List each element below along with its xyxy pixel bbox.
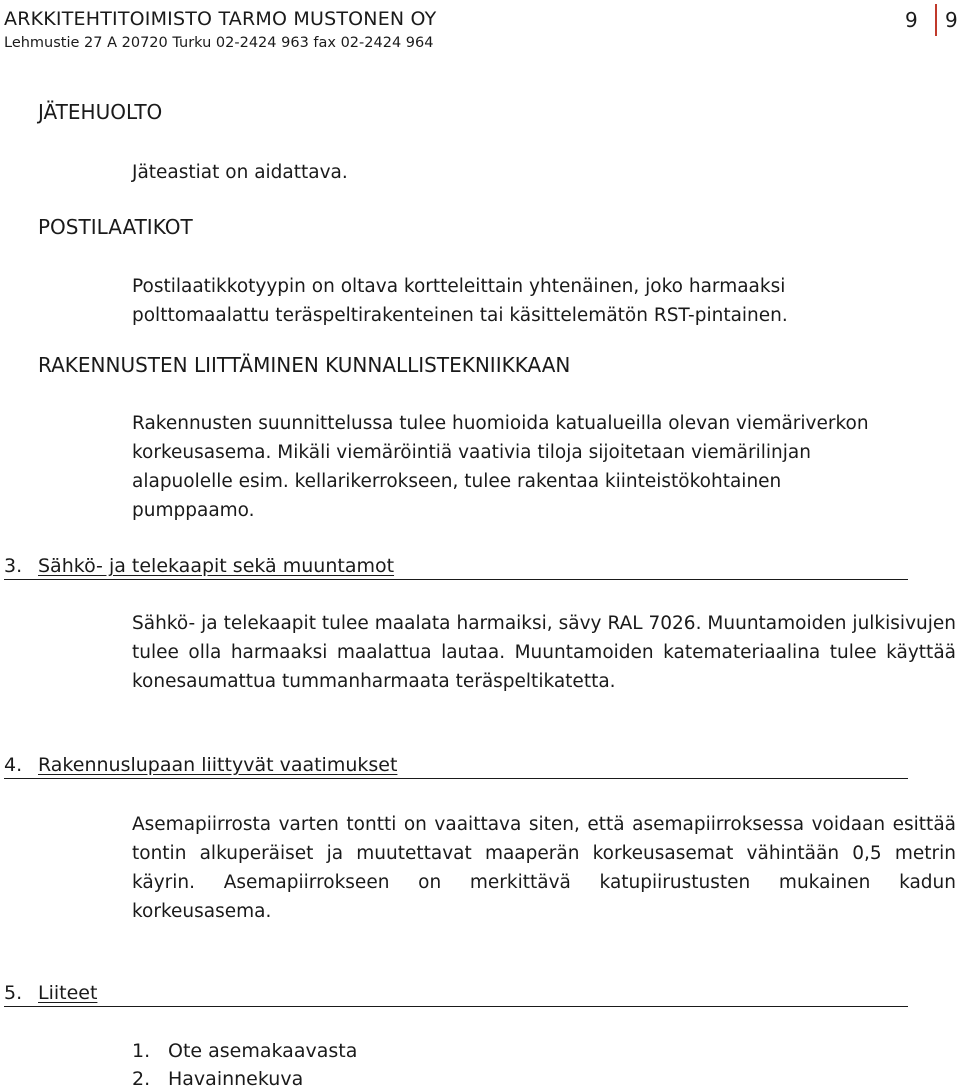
company-address: Lehmustie 27 A 20720 Turku 02-2424 963 fax 02-2424 964 <box>4 35 434 51</box>
section-title-jatehuolto: JÄTEHUOLTO <box>38 100 163 124</box>
page-number: 9 <box>905 8 918 32</box>
list-item-label: Ote asemakaavasta <box>168 1040 358 1062</box>
text-line: Rakennusten suunnittelussa tulee huomioida katualueilla olevan viemäriverkon <box>132 413 869 434</box>
text-line: polttomaalattu teräspeltirakenteinen tai käsittelemätön RST-pintainen. <box>132 305 788 326</box>
header-divider <box>935 4 937 36</box>
heading-title: Liiteet <box>38 982 98 1004</box>
list-item-label: Havainnekuva <box>168 1068 304 1090</box>
heading-title: Rakennuslupaan liittyvät vaatimukset <box>38 754 398 776</box>
section-text-sahko: Sähkö- ja telekaapit tulee maalata harmaiksi, sävy RAL 7026. Muuntamoiden julkisivujen tulee olla harmaaksi maalattua lautaa. Muuntamoiden katemateriaalina tulee käyttää konesaumattua tummanharmaata teräspeltikatetta. <box>132 613 956 692</box>
list-item-number: 1. <box>132 1040 151 1062</box>
section-title-postilaatikot: POSTILAATIKOT <box>38 215 193 239</box>
page-number-secondary: 9 <box>945 8 958 32</box>
section-title-liittaminen: RAKENNUSTEN LIITTÄMINEN KUNNALLISTEKNIIKKAAN <box>38 353 571 377</box>
heading-number: 5. <box>4 982 23 1004</box>
company-name: ARKKITEHTITOIMISTO TARMO MUSTONEN OY <box>4 8 437 30</box>
list-item <box>132 1068 303 1090</box>
list-item <box>132 1040 357 1062</box>
section-text-rakennuslupa: Asemapiirrosta varten tontti on vaaittava siten, että asemapiirroksessa voidaan esittää tontin alkuperäiset ja muutettavat maaperän korkeusasemat vähintään 0,5 metrin käyrin. Asemapiirrokseen on merkittävä katupiirustusten mukainen kadun korkeusasema. <box>132 814 956 922</box>
numbered-heading-4 <box>4 754 908 779</box>
heading-number: 3. <box>4 555 23 577</box>
numbered-heading-5 <box>4 982 908 1007</box>
numbered-heading-3 <box>4 555 908 580</box>
text-line: pumppaamo. <box>132 500 255 521</box>
heading-title: Sähkö- ja telekaapit sekä muuntamot <box>38 555 395 577</box>
section-text-postilaatikot <box>132 272 922 330</box>
text-line: Postilaatikkotyypin on oltava kortteleittain yhtenäinen, joko harmaaksi <box>132 276 786 297</box>
heading-number: 4. <box>4 754 23 776</box>
text-line: korkeusasema. Mikäli viemäröintiä vaativia tiloja sijoitetaan viemärilinjan <box>132 442 811 463</box>
section-text-liittaminen <box>132 409 932 525</box>
text-line: alapuolelle esim. kellarikerrokseen, tulee rakentaa kiinteistökohtainen <box>132 471 782 492</box>
list-item-number: 2. <box>132 1068 151 1090</box>
section-text-jatehuolto: Jäteastiat on aidattava. <box>132 162 348 183</box>
